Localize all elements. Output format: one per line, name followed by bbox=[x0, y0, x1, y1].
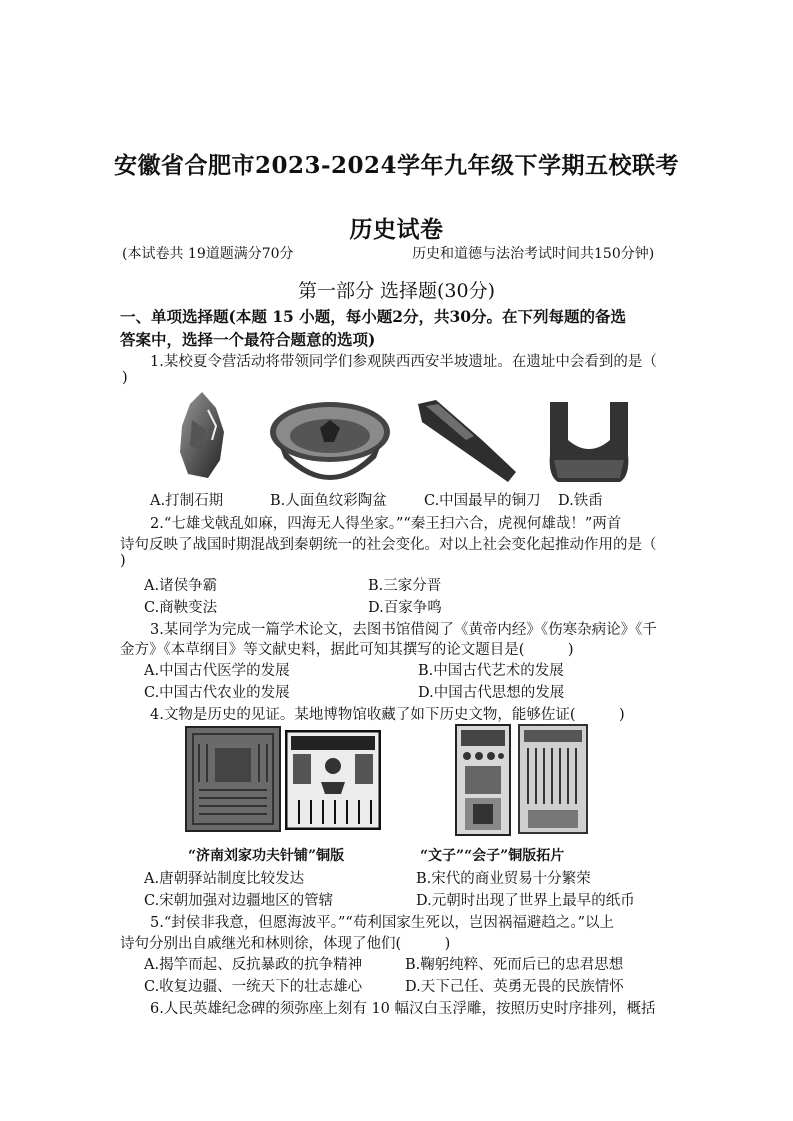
part-heading: 第一部分 选择题(30分) bbox=[297, 280, 496, 302]
section-instruction-line2: 答案中，选择一个最符合题意的选项) bbox=[120, 330, 376, 349]
q5-stem-line1: 5.“封侯非我意，但愿海波平。”“苟利国家生死以，岂因祸福避趋之。”以上 bbox=[150, 915, 614, 931]
q5-option-c: C.收复边疆、一统天下的壮志雄心 bbox=[144, 979, 363, 995]
q2-stem-line1: 2.“七雄戈戟乱如麻，四海无人得坐家。”“秦王扫六合，虎视何雄哉！”两首 bbox=[150, 516, 622, 532]
q4-option-b: B.宋代的商业贸易十分繁荣 bbox=[416, 871, 591, 887]
stone-tool-image bbox=[172, 390, 230, 480]
q4-option-d: D.元朝时出现了世界上最早的纸币 bbox=[416, 893, 635, 909]
q4-option-c: C.宋朝加强对边疆地区的管辖 bbox=[144, 893, 334, 909]
bronze-plate-image bbox=[185, 726, 281, 832]
exam-title: 安徽省合肥市2023-2024学年九年级下学期五校联考 bbox=[113, 152, 680, 179]
wenzi-rubbing-image bbox=[455, 724, 511, 836]
q1-option-b: B.人面鱼纹彩陶盆 bbox=[270, 493, 387, 509]
q5-option-a: A.揭竿而起、反抗暴政的抗争精神 bbox=[144, 957, 363, 973]
q1-stem-line2: ) bbox=[122, 370, 128, 386]
q4-caption-right: “文子”“会子”铜版拓片 bbox=[420, 848, 565, 864]
q1-stem-line1: 1.某校夏令营活动将带领同学们参观陕西西安半坡遗址。在遗址中会看到的是（ bbox=[150, 354, 657, 370]
q2-option-d: D.百家争鸣 bbox=[368, 600, 442, 616]
q5-stem-line2: 诗句分别出自戚继光和林则徐，体现了他们( ) bbox=[120, 936, 451, 952]
bronze-knife-image bbox=[412, 396, 520, 486]
q3-stem-line2: 金方》《本草纲目》等文献史料，据此可知其撰写的论文题目是( ) bbox=[120, 642, 574, 658]
q5-option-b: B.鞠躬纯粹、死而后已的忠君思想 bbox=[405, 957, 624, 973]
iron-spade-image bbox=[546, 400, 632, 486]
exam-subtitle: 历史试卷 bbox=[349, 216, 444, 243]
bronze-plate-rubbing-image bbox=[285, 730, 381, 830]
exam-note-left: (本试卷共 19道题满分70分 bbox=[122, 246, 294, 262]
q2-option-c: C.商鞅变法 bbox=[144, 600, 218, 616]
q3-option-c: C.中国古代农业的发展 bbox=[144, 685, 290, 701]
q3-option-a: A.中国古代医学的发展 bbox=[144, 663, 290, 679]
q1-option-a: A.打制石期 bbox=[150, 493, 224, 509]
q6-stem-line1: 6.人民英雄纪念碑的须弥座上刻有 10 幅汉白玉浮雕，按照历史时序排列，概括 bbox=[150, 1001, 656, 1017]
q1-option-d: D.铁臿 bbox=[558, 493, 603, 509]
q3-option-d: D.中国古代思想的发展 bbox=[418, 685, 565, 701]
q2-stem-line3: ) bbox=[120, 553, 126, 569]
q2-stem-line2: 诗句反映了战国时期混战到秦朝统一的社会变化。对以上社会变化起推动作用的是（ bbox=[120, 537, 657, 553]
q3-stem-line1: 3.某同学为完成一篇学术论文，去图书馆借阅了《黄帝内经》《伤寒杂病论》《千 bbox=[150, 622, 657, 638]
q2-option-a: A.诸侯争霸 bbox=[144, 578, 218, 594]
q2-option-b: B.三家分晋 bbox=[368, 578, 442, 594]
q4-stem-line1: 4.文物是历史的见证。某地博物馆收藏了如下历史文物，能够佐证( ) bbox=[150, 707, 625, 723]
q4-caption-left: “济南刘家功夫针铺”铜版 bbox=[188, 848, 345, 864]
huizi-rubbing-image bbox=[518, 724, 588, 834]
q3-option-b: B.中国古代艺术的发展 bbox=[418, 663, 564, 679]
painted-pottery-basin-image bbox=[268, 398, 392, 490]
exam-note-right: 历史和道德与法治考试时间共150分钟) bbox=[412, 246, 655, 262]
q4-option-a: A.唐朝驿站制度比较发达 bbox=[144, 871, 305, 887]
section-instruction-line1: 一、单项选择题(本题 15 小题，每小题2分，共30分。在下列每题的备选 bbox=[120, 307, 627, 326]
q1-option-c: C.中国最早的铜刀 bbox=[424, 493, 541, 509]
q5-option-d: D.天下己任、英勇无畏的民族情怀 bbox=[405, 979, 624, 995]
